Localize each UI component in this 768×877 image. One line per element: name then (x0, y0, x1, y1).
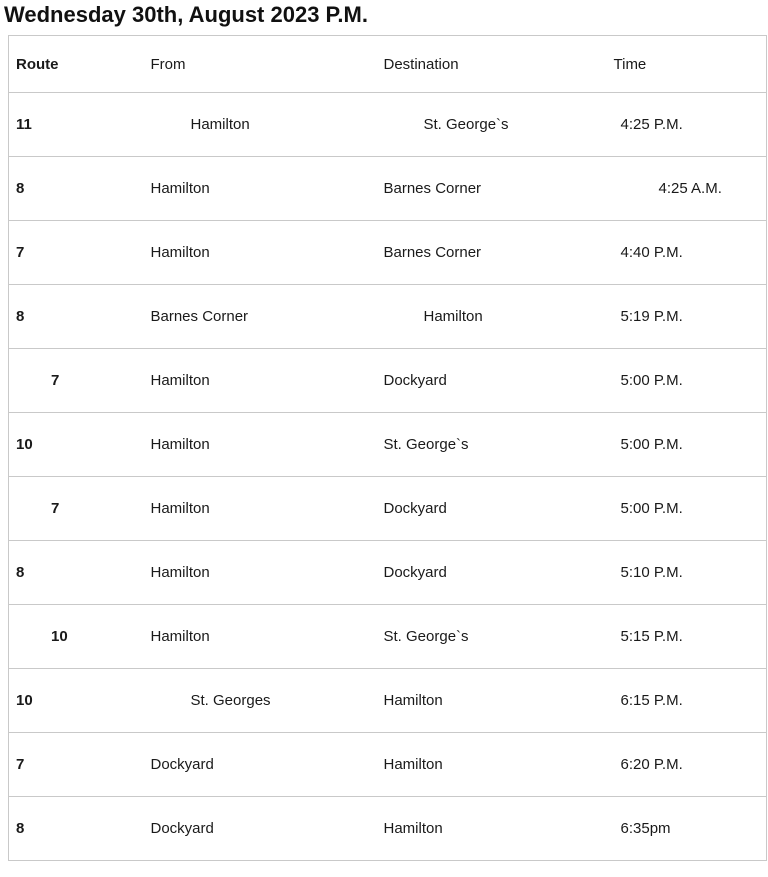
column-header-route: Route (16, 55, 59, 73)
destination-cell: St. George`s (383, 436, 469, 453)
from-cell: Hamilton (190, 116, 250, 133)
from-cell: Hamilton (150, 372, 210, 389)
page-title: Wednesday 30th, August 2023 P.M. (4, 2, 368, 27)
bus-schedule-table (8, 35, 767, 861)
table-row (9, 541, 767, 605)
route-cell: 7 (16, 244, 25, 261)
time-cell: 5:10 P.M. (620, 564, 683, 581)
destination-cell: Hamilton (383, 756, 443, 773)
table-row (9, 413, 767, 477)
time-cell: 6:15 P.M. (620, 692, 683, 709)
from-cell: Hamilton (150, 244, 210, 261)
column-header-time: Time (613, 55, 647, 73)
table-row (9, 349, 767, 413)
destination-cell: Dockyard (383, 500, 447, 517)
header-row (9, 36, 767, 93)
schedule-page (0, 2, 768, 861)
route-cell: 7 (51, 500, 60, 517)
from-cell: Dockyard (150, 820, 214, 837)
table-row (9, 733, 767, 797)
destination-cell: Hamilton (383, 692, 443, 709)
table-row (9, 477, 767, 541)
time-cell: 5:00 P.M. (620, 372, 683, 389)
table-row (9, 285, 767, 349)
time-cell: 5:15 P.M. (620, 628, 683, 645)
route-cell: 7 (51, 372, 60, 389)
route-cell: 11 (16, 116, 32, 133)
table-row (9, 605, 767, 669)
time-cell: 5:00 P.M. (620, 436, 683, 453)
time-cell: 6:35pm (620, 820, 671, 837)
table-row (9, 93, 767, 157)
from-cell: St. Georges (190, 692, 271, 709)
route-cell: 10 (16, 436, 33, 453)
route-cell: 8 (16, 820, 25, 837)
route-cell: 10 (16, 692, 33, 709)
route-cell: 8 (16, 180, 25, 197)
destination-cell: St. George`s (383, 628, 469, 645)
route-cell: 10 (51, 628, 68, 645)
time-cell: 4:25 P.M. (620, 116, 683, 133)
from-cell: Hamilton (150, 180, 210, 197)
time-cell: 4:25 A.M. (658, 180, 722, 197)
table-row (9, 157, 767, 221)
column-header-destination: Destination (383, 55, 459, 73)
destination-cell: Barnes Corner (383, 244, 482, 261)
destination-cell: Dockyard (383, 564, 447, 581)
from-cell: Hamilton (150, 628, 210, 645)
route-cell: 8 (16, 564, 25, 581)
route-cell: 7 (16, 756, 25, 773)
column-header-from: From (150, 55, 186, 73)
from-cell: Barnes Corner (150, 308, 249, 325)
from-cell: Hamilton (150, 500, 210, 517)
time-cell: 5:00 P.M. (620, 500, 683, 517)
from-cell: Hamilton (150, 436, 210, 453)
table-row (9, 797, 767, 861)
time-cell: 6:20 P.M. (620, 756, 683, 773)
time-cell: 4:40 P.M. (620, 244, 683, 261)
destination-cell: Hamilton (423, 308, 483, 325)
destination-cell: Barnes Corner (383, 180, 482, 197)
destination-cell: Hamilton (383, 820, 443, 837)
destination-cell: St. George`s (423, 116, 509, 133)
table-row (9, 221, 767, 285)
route-cell: 8 (16, 308, 25, 325)
table-row (9, 669, 767, 733)
from-cell: Dockyard (150, 756, 214, 773)
from-cell: Hamilton (150, 564, 210, 581)
time-cell: 5:19 P.M. (620, 308, 683, 325)
destination-cell: Dockyard (383, 372, 447, 389)
